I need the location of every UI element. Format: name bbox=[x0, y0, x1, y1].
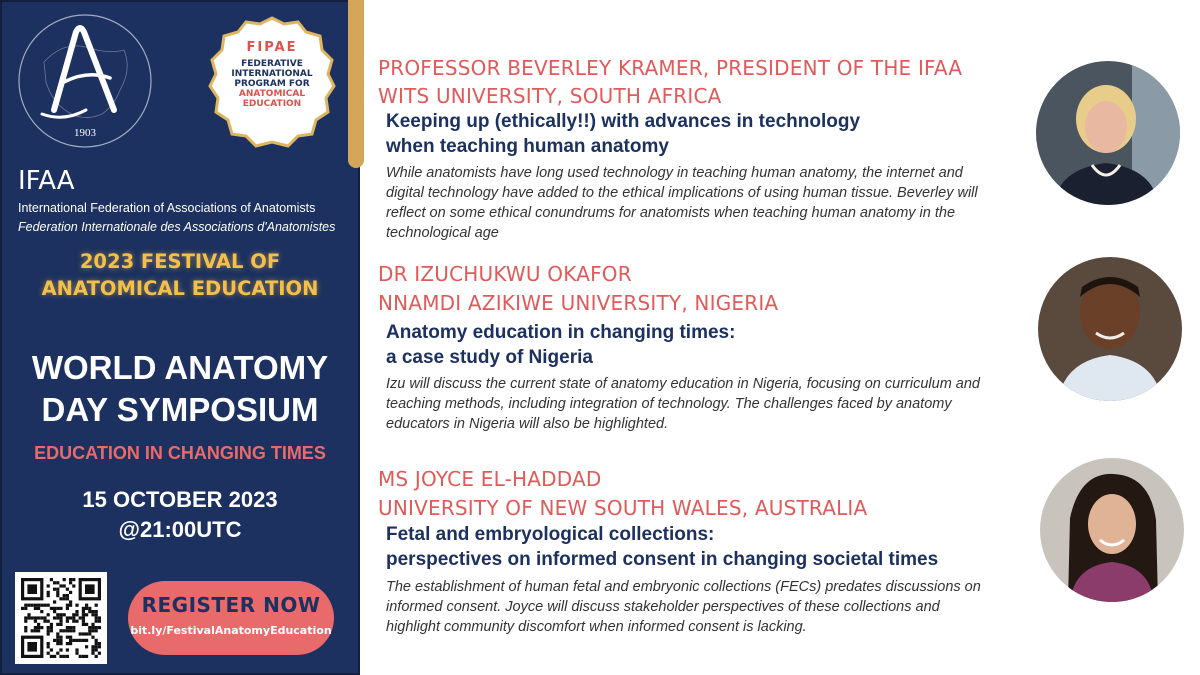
speaker-photo-illustration bbox=[1036, 61, 1180, 205]
event-info-panel bbox=[0, 0, 360, 675]
ifaa-name-english: International Federation of Associations of Anatomists bbox=[18, 201, 316, 215]
talk-title-line: Fetal and embryological collections: bbox=[386, 524, 715, 545]
fipae-line: INTERNATIONAL bbox=[231, 69, 313, 79]
speaker-affiliation: UNIVERSITY OF NEW SOUTH WALES, AUSTRALIA bbox=[378, 496, 868, 520]
register-label: REGISTER NOW bbox=[141, 593, 321, 617]
symposium-title-line: DAY SYMPOSIUM bbox=[41, 391, 319, 428]
talk-title-line: Anatomy education in changing times: bbox=[386, 322, 736, 343]
fipae-line: FEDERATIVE bbox=[241, 59, 303, 69]
speaker-photo-illustration bbox=[1038, 257, 1182, 401]
ifaa-name-french: Federation Internationale des Associations d'Anatomistes bbox=[18, 220, 336, 234]
qr-code[interactable] bbox=[15, 572, 107, 664]
symposium-subtitle: EDUCATION IN CHANGING TIMES bbox=[34, 443, 326, 463]
fipae-line: ANATOMICAL bbox=[238, 89, 306, 99]
talk-title-line: a case study of Nigeria bbox=[386, 347, 593, 368]
speaker-name: MS JOYCE EL-HADDAD bbox=[378, 467, 602, 491]
register-button[interactable] bbox=[128, 581, 334, 655]
speaker-photo bbox=[1036, 61, 1180, 205]
fipae-line: EDUCATION bbox=[242, 99, 302, 109]
fipae-abbr: FIPAE bbox=[246, 40, 298, 55]
symposium-title-line: WORLD ANATOMY bbox=[31, 349, 329, 386]
festival-title-line: 2023 FESTIVAL OF bbox=[79, 250, 281, 273]
fipae-line: PROGRAM FOR bbox=[234, 79, 310, 89]
talk-title-line: when teaching human anatomy bbox=[386, 136, 669, 157]
speaker-photo bbox=[1040, 458, 1184, 602]
ifaa-logo-year: 1903 bbox=[74, 127, 96, 139]
ifaa-logo bbox=[14, 10, 156, 152]
festival-title bbox=[2, 248, 358, 302]
speaker-affiliation: NNAMDI AZIKIWE UNIVERSITY, NIGERIA bbox=[378, 291, 779, 315]
speaker-photo bbox=[1038, 257, 1182, 401]
speaker-photo-illustration bbox=[1040, 458, 1184, 602]
talk-title-line: Keeping up (ethically!!) with advances in technology bbox=[386, 111, 861, 132]
ifaa-abbreviation: IFAA bbox=[18, 166, 75, 196]
festival-title-line: ANATOMICAL EDUCATION bbox=[41, 277, 319, 300]
talk-description: While anatomists have long used technology in teaching human anatomy, the internet and digital technology have added to the ethical implications of using human tissue. Beverley will reflect on some ethical conundrums for anatomists when teaching human anatomy in the technological age bbox=[386, 165, 978, 241]
speaker-affiliation: WITS UNIVERSITY, SOUTH AFRICA bbox=[378, 84, 722, 108]
symposium-title bbox=[2, 347, 358, 431]
talk-title bbox=[386, 320, 735, 370]
talk-description: The establishment of human fetal and embryonic collections (FECs) predates discussions on informed consent. Joyce will discuss stakeholder perspectives of these collections and highlight community discomfort when informed consent is lacking. bbox=[386, 579, 981, 635]
speaker-name: DR IZUCHUKWU OKAFOR bbox=[378, 262, 632, 286]
talk-title-line: perspectives on informed consent in changing societal times bbox=[386, 549, 939, 570]
fipae-seal bbox=[208, 14, 336, 150]
register-link[interactable]: bit.ly/FestivalAnatomyEducation bbox=[130, 624, 332, 637]
talk-title bbox=[386, 522, 938, 572]
talk-description: Izu will discuss the current state of anatomy education in Nigeria, focusing on curriculum and teaching methods, including integration of technology. The challenges faced by anatomy educators in Nigeria will also be highlighted. bbox=[386, 376, 980, 432]
event-time: @21:00UTC bbox=[118, 517, 242, 542]
fipae-seal-text bbox=[208, 40, 336, 109]
speaker-name: PROFESSOR BEVERLEY KRAMER, PRESIDENT OF THE IFAA bbox=[378, 56, 963, 80]
event-date: 15 OCTOBER 2023 bbox=[82, 487, 278, 512]
talk-title bbox=[386, 109, 860, 159]
gold-accent-bar bbox=[348, 0, 364, 168]
